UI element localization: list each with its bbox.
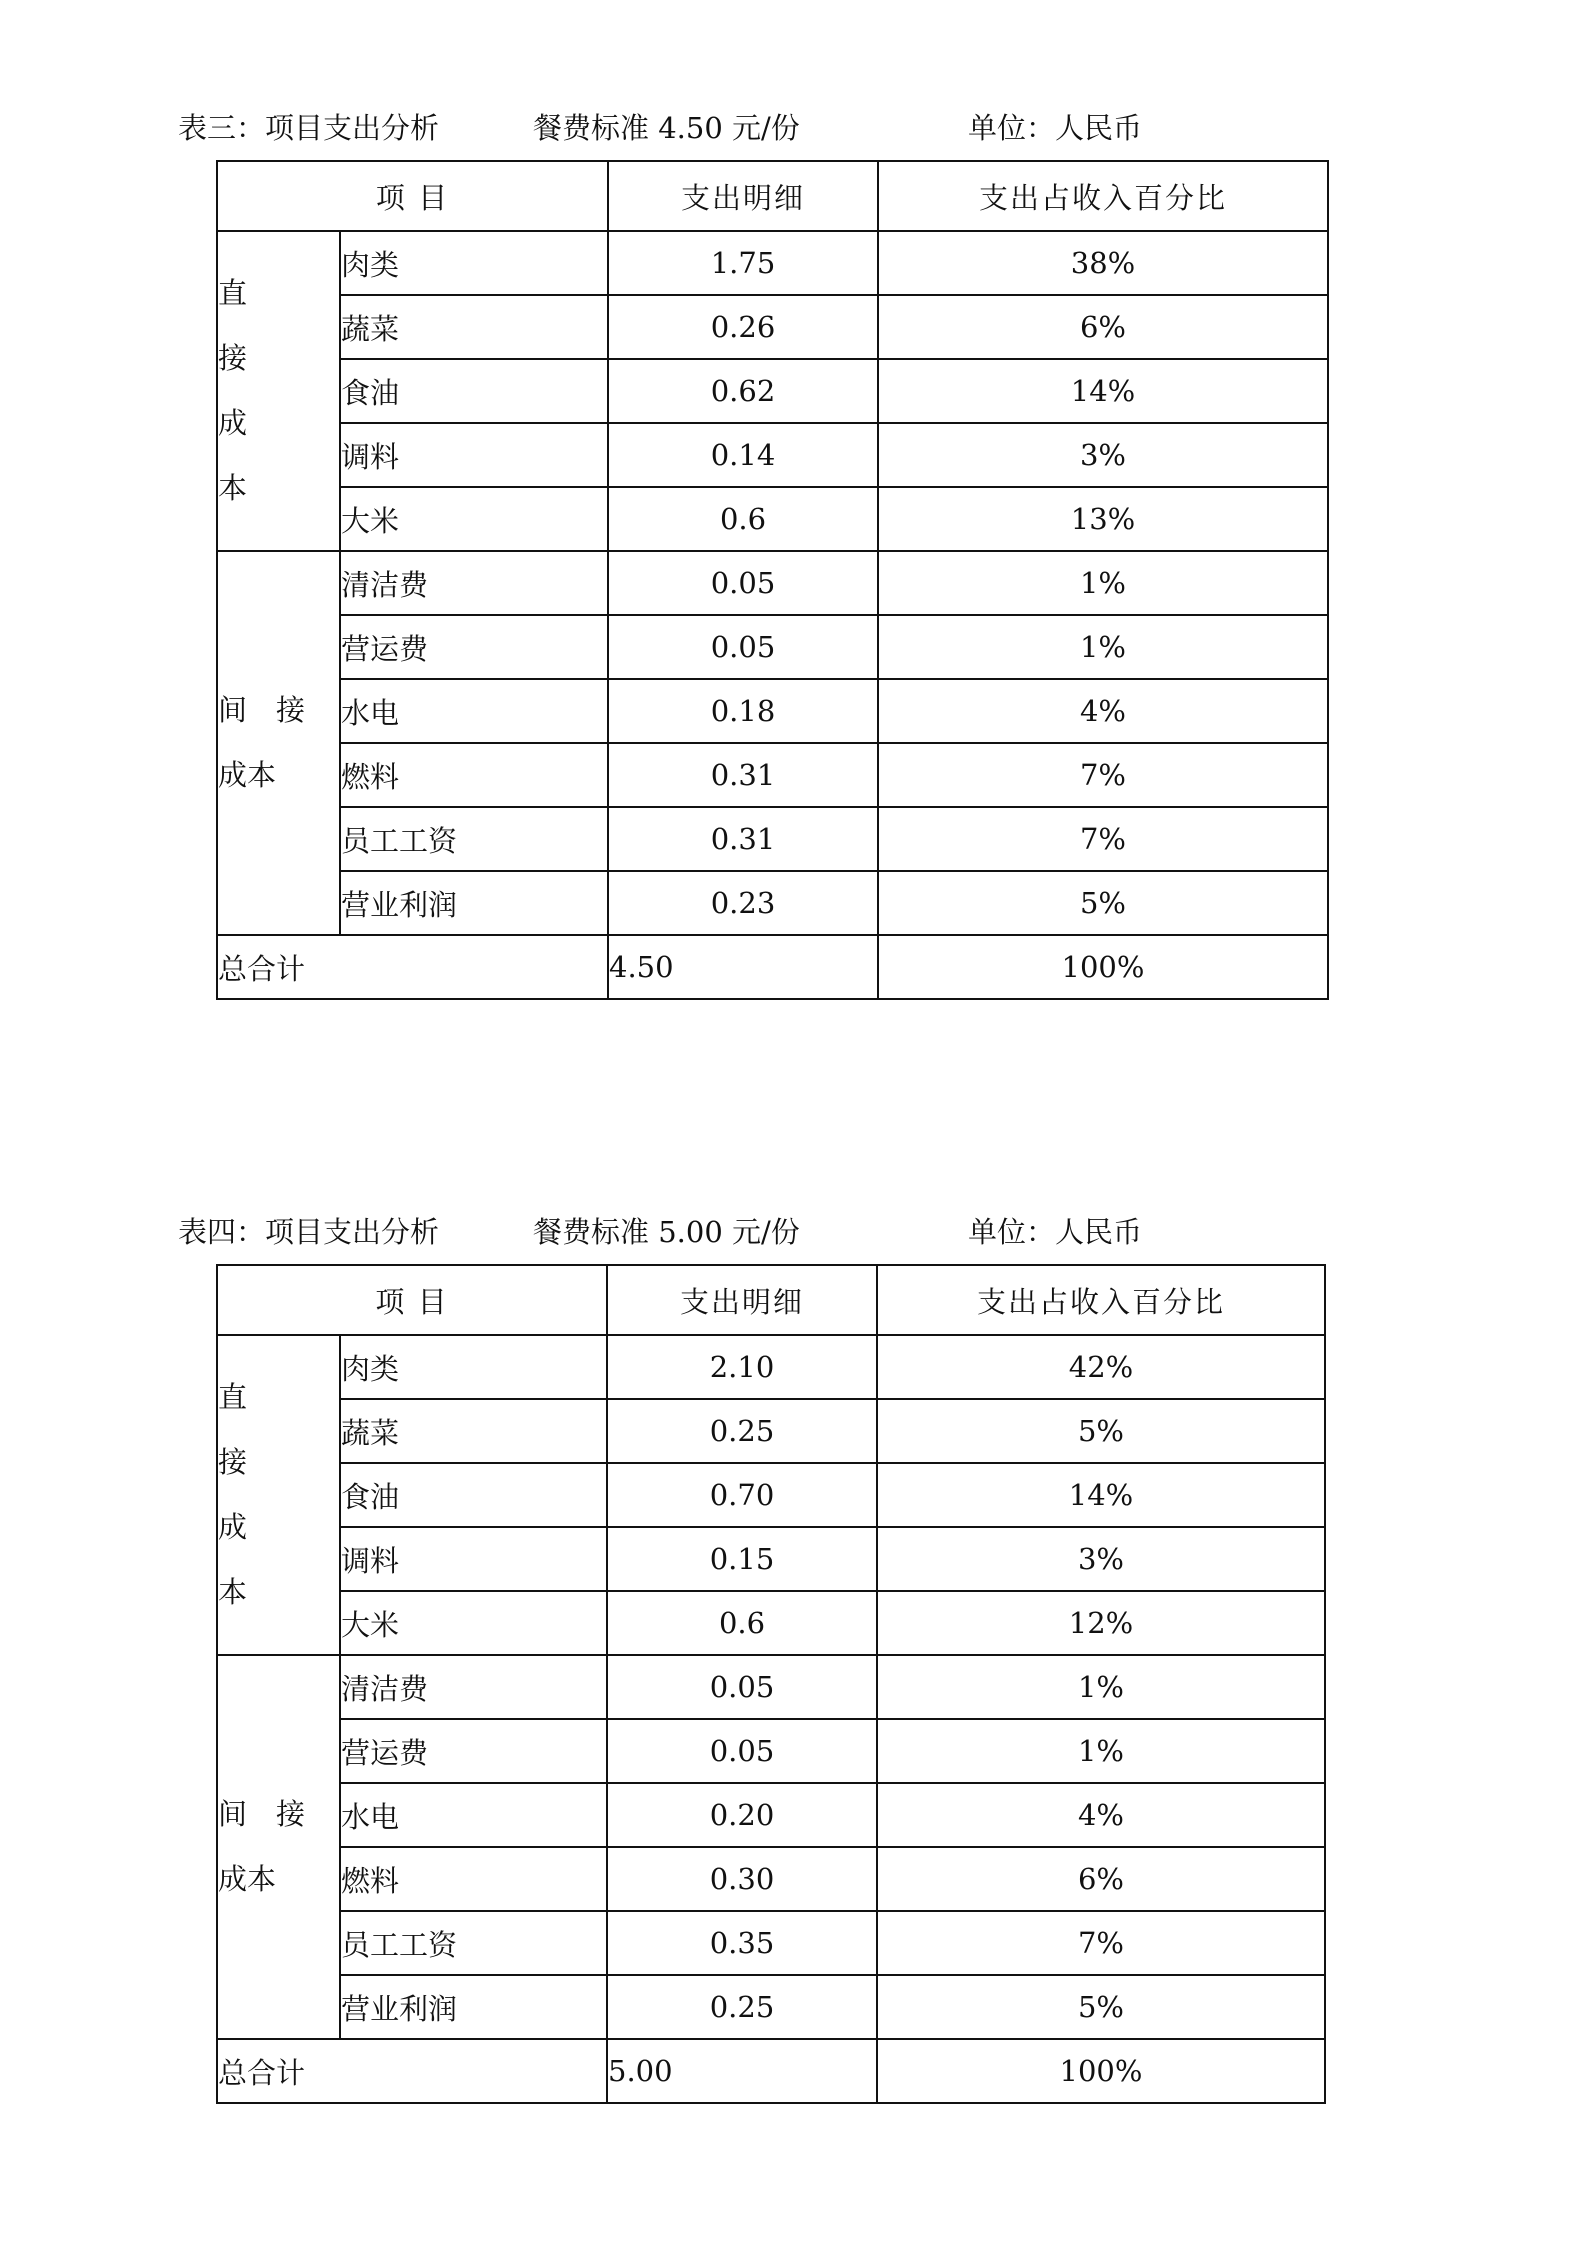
item-name: 肉类 [340, 231, 608, 295]
table-row [217, 679, 1328, 743]
item-percent: 4% [877, 1783, 1325, 1847]
table-row [217, 1527, 1325, 1591]
item-name: 营业利润 [340, 871, 608, 935]
category-direct-cost [217, 1335, 340, 1655]
table-row [217, 1655, 1325, 1719]
total-row [217, 935, 1328, 999]
table-row [217, 871, 1328, 935]
item-name: 员工工资 [340, 1911, 607, 1975]
item-name: 营运费 [340, 615, 608, 679]
caption-meal-standard: 餐费标准 5.00 元/份 [533, 1215, 800, 1249]
table-row [217, 1911, 1325, 1975]
item-value: 0.6 [607, 1591, 877, 1655]
item-value: 0.18 [608, 679, 878, 743]
item-value: 0.70 [607, 1463, 877, 1527]
item-percent: 1% [878, 615, 1328, 679]
item-percent: 14% [877, 1463, 1325, 1527]
item-percent: 12% [877, 1591, 1325, 1655]
item-percent: 4% [878, 679, 1328, 743]
item-name: 燃料 [340, 1847, 607, 1911]
item-name: 食油 [340, 1463, 607, 1527]
item-percent: 7% [878, 743, 1328, 807]
item-name: 食油 [340, 359, 608, 423]
category-direct-cost [217, 231, 340, 551]
total-label: 总合计 [217, 2039, 607, 2103]
category-text: 间 接 [218, 1797, 306, 1831]
header-item: 项 目 [217, 161, 608, 231]
item-name: 员工工资 [340, 807, 608, 871]
table-row [217, 1783, 1325, 1847]
header-detail: 支出明细 [608, 161, 878, 231]
table-row [217, 1399, 1325, 1463]
item-value: 0.05 [607, 1719, 877, 1783]
total-percent: 100% [878, 935, 1328, 999]
item-percent: 3% [877, 1527, 1325, 1591]
category-char: 接 [218, 1445, 248, 1479]
header-row [217, 161, 1328, 231]
item-value: 0.25 [607, 1399, 877, 1463]
table-row [217, 1335, 1325, 1399]
table-row [217, 423, 1328, 487]
header-item: 项 目 [217, 1265, 607, 1335]
item-percent: 6% [878, 295, 1328, 359]
total-value: 5.00 [607, 2039, 877, 2103]
item-name: 清洁费 [340, 1655, 607, 1719]
table-row [217, 1463, 1325, 1527]
item-percent: 1% [877, 1655, 1325, 1719]
item-percent: 1% [877, 1719, 1325, 1783]
item-name: 大米 [340, 1591, 607, 1655]
item-percent: 7% [878, 807, 1328, 871]
item-value: 0.05 [608, 551, 878, 615]
item-percent: 3% [878, 423, 1328, 487]
item-name: 调料 [340, 423, 608, 487]
table-row [217, 743, 1328, 807]
item-value: 0.31 [608, 743, 878, 807]
item-value: 0.30 [607, 1847, 877, 1911]
item-value: 0.6 [608, 487, 878, 551]
caption-meal-standard: 餐费标准 4.50 元/份 [533, 111, 800, 145]
table-row [217, 1591, 1325, 1655]
caption-label: 表三：项目支出分析 [178, 111, 440, 145]
item-percent: 1% [878, 551, 1328, 615]
item-percent: 38% [878, 231, 1328, 295]
table-row [217, 551, 1328, 615]
item-percent: 42% [877, 1335, 1325, 1399]
table-4 [216, 1264, 1326, 2104]
item-value: 0.25 [607, 1975, 877, 2039]
item-value: 0.35 [607, 1911, 877, 1975]
total-row [217, 2039, 1325, 2103]
header-detail: 支出明细 [607, 1265, 877, 1335]
table-row [217, 359, 1328, 423]
item-name: 营业利润 [340, 1975, 607, 2039]
category-char: 成 [218, 406, 248, 440]
table-row [217, 231, 1328, 295]
header-row [217, 1265, 1325, 1335]
item-name: 燃料 [340, 743, 608, 807]
category-char: 接 [218, 341, 248, 375]
category-char: 成 [218, 1510, 248, 1544]
item-value: 0.14 [608, 423, 878, 487]
item-name: 清洁费 [340, 551, 608, 615]
table-row [217, 295, 1328, 359]
item-name: 蔬菜 [340, 1399, 607, 1463]
item-percent: 6% [877, 1847, 1325, 1911]
table-row [217, 807, 1328, 871]
item-percent: 5% [877, 1975, 1325, 2039]
category-char: 直 [218, 276, 248, 310]
category-indirect-cost [217, 551, 340, 935]
total-label: 总合计 [217, 935, 608, 999]
item-value: 0.05 [608, 615, 878, 679]
table-3-caption [178, 108, 1338, 148]
category-char: 直 [218, 1380, 248, 1414]
header-percent: 支出占收入百分比 [877, 1265, 1325, 1335]
category-text: 间 接 [218, 693, 306, 727]
item-name: 蔬菜 [340, 295, 608, 359]
item-name: 营运费 [340, 1719, 607, 1783]
item-value: 1.75 [608, 231, 878, 295]
category-char: 本 [218, 471, 248, 505]
item-name: 大米 [340, 487, 608, 551]
table-row [217, 1975, 1325, 2039]
total-value: 4.50 [608, 935, 878, 999]
total-percent: 100% [877, 2039, 1325, 2103]
item-value: 0.20 [607, 1783, 877, 1847]
item-percent: 7% [877, 1911, 1325, 1975]
caption-label: 表四：项目支出分析 [178, 1215, 440, 1249]
table-3 [216, 160, 1329, 1000]
item-percent: 13% [878, 487, 1328, 551]
table-4-caption [178, 1212, 1338, 1252]
item-name: 水电 [340, 1783, 607, 1847]
table-row [217, 615, 1328, 679]
item-value: 0.62 [608, 359, 878, 423]
category-char: 本 [218, 1575, 248, 1609]
table-row [217, 1719, 1325, 1783]
caption-unit: 单位：人民币 [968, 111, 1143, 145]
item-value: 0.31 [608, 807, 878, 871]
table-row [217, 487, 1328, 551]
item-value: 0.05 [607, 1655, 877, 1719]
item-percent: 5% [878, 871, 1328, 935]
category-text: 成本 [218, 758, 277, 792]
item-name: 水电 [340, 679, 608, 743]
table-row [217, 1847, 1325, 1911]
item-name: 肉类 [340, 1335, 607, 1399]
caption-unit: 单位：人民币 [968, 1215, 1143, 1249]
item-value: 0.23 [608, 871, 878, 935]
item-percent: 5% [877, 1399, 1325, 1463]
item-percent: 14% [878, 359, 1328, 423]
header-percent: 支出占收入百分比 [878, 161, 1328, 231]
item-name: 调料 [340, 1527, 607, 1591]
category-text: 成本 [218, 1862, 277, 1896]
item-value: 2.10 [607, 1335, 877, 1399]
category-indirect-cost [217, 1655, 340, 2039]
item-value: 0.26 [608, 295, 878, 359]
item-value: 0.15 [607, 1527, 877, 1591]
